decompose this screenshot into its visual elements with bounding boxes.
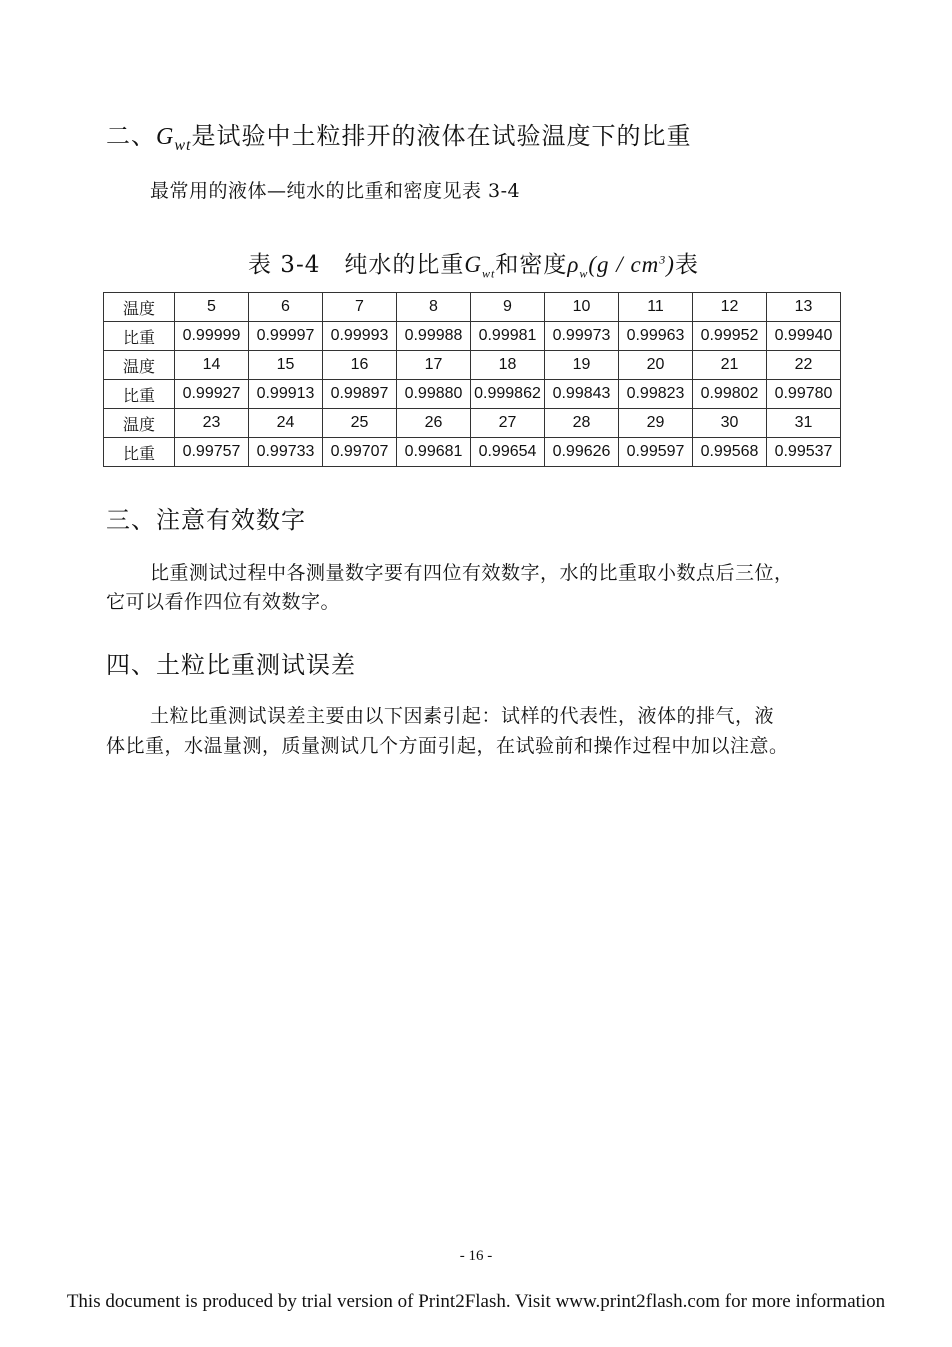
table-cell: 29 (619, 409, 693, 438)
gwt-subscript: wt (174, 136, 192, 154)
table-cell: 0.99952 (693, 322, 767, 351)
section-4-line-2: 体比重，水温量测，质量测试几个方面引起，在试验前和操作过程中加以注意。 (106, 735, 789, 757)
caption-unit-open: (g / cm (588, 252, 660, 277)
table-row (104, 409, 841, 438)
table-row (104, 380, 841, 409)
table-cell: 13 (767, 293, 841, 322)
section-3-line-1: 比重测试过程中各测量数字要有四位有效数字，水的比重取小数点后三位， (150, 562, 794, 584)
caption-g-letter: G (464, 252, 482, 277)
table-cell: 0.99897 (323, 380, 397, 409)
table-cell: 0.99757 (175, 438, 249, 467)
table-cell: 19 (545, 351, 619, 380)
section-2-title-rest: 是试验中土粒排开的液体在试验温度下的比重 (191, 122, 692, 150)
table-cell: 17 (397, 351, 471, 380)
caption-label: 表 3-4 纯水的比重 (248, 252, 465, 278)
table-row (104, 322, 841, 351)
table-cell: 11 (619, 293, 693, 322)
row-header: 温度 (104, 409, 175, 438)
gwt-symbol (156, 124, 192, 154)
table-cell: 25 (323, 409, 397, 438)
table-body (104, 293, 841, 467)
table-cell: 0.99568 (693, 438, 767, 467)
table-caption (248, 246, 699, 282)
section-2-paragraph: 最常用的液体—纯水的比重和密度见表 3-4 (150, 180, 521, 202)
table-cell: 28 (545, 409, 619, 438)
table-cell: 16 (323, 351, 397, 380)
caption-unit-sup: 3 (659, 252, 667, 267)
table-cell: 10 (545, 293, 619, 322)
table-cell: 0.99973 (545, 322, 619, 351)
table-cell: 24 (249, 409, 323, 438)
table-cell: 0.99780 (767, 380, 841, 409)
table-cell: 26 (397, 409, 471, 438)
section-4-heading: 四、土粒比重测试误差 (106, 651, 356, 679)
table-cell: 0.99626 (545, 438, 619, 467)
table-cell: 15 (249, 351, 323, 380)
section-4-line-1: 土粒比重测试误差主要由以下因素引起：试样的代表性，液体的排气，液 (150, 705, 775, 727)
table-cell: 0.99940 (767, 322, 841, 351)
table-cell: 0.99597 (619, 438, 693, 467)
table-cell: 0.99802 (693, 380, 767, 409)
gwt-letter: G (156, 124, 175, 150)
table-row (104, 351, 841, 380)
table-cell: 0.99981 (471, 322, 545, 351)
table-cell: 0.99880 (397, 380, 471, 409)
water-density-table (103, 292, 841, 467)
trial-footer: This document is produced by trial version of Print2Flash. Visit www.print2flash.com for more information (66, 1291, 886, 1312)
section-2-prefix: 二、 (106, 122, 156, 150)
caption-rho-letter: ρ (567, 252, 580, 277)
row-header: 比重 (104, 380, 175, 409)
table-cell: 0.99843 (545, 380, 619, 409)
table-cell: 21 (693, 351, 767, 380)
table-cell: 0.99681 (397, 438, 471, 467)
table-cell: 0.99823 (619, 380, 693, 409)
section-3-heading: 三、注意有效数字 (106, 506, 306, 534)
table-cell: 0.99733 (249, 438, 323, 467)
table-cell: 0.99913 (249, 380, 323, 409)
row-header: 温度 (104, 293, 175, 322)
section-3-line-2: 它可以看作四位有效数字。 (106, 591, 341, 613)
caption-g-subscript: wt (481, 266, 496, 281)
caption-unit (588, 252, 675, 277)
caption-unit-close: ) (666, 252, 675, 277)
caption-rho-subscript: w (579, 266, 589, 281)
table-cell: 0.99999 (175, 322, 249, 351)
table-cell: 0.99707 (323, 438, 397, 467)
table-cell: 27 (471, 409, 545, 438)
row-header: 温度 (104, 351, 175, 380)
page-number: - 16 - (459, 1248, 493, 1264)
row-header: 比重 (104, 322, 175, 351)
table-row (104, 293, 841, 322)
table-cell: 9 (471, 293, 545, 322)
table-cell: 7 (323, 293, 397, 322)
table-cell: 12 (693, 293, 767, 322)
table-row (104, 438, 841, 467)
table-cell: 8 (397, 293, 471, 322)
table-cell: 6 (249, 293, 323, 322)
caption-g-symbol (464, 252, 496, 281)
table-cell: 0.99988 (397, 322, 471, 351)
table-cell: 0.99963 (619, 322, 693, 351)
caption-rho-symbol (567, 252, 589, 281)
table-cell: 20 (619, 351, 693, 380)
caption-middle: 和密度 (495, 252, 568, 278)
section-2-heading (106, 116, 691, 155)
table-cell: 0.99993 (323, 322, 397, 351)
table-cell: 0.999862 (471, 380, 545, 409)
row-header: 比重 (104, 438, 175, 467)
table-cell: 14 (175, 351, 249, 380)
table-cell: 23 (175, 409, 249, 438)
table-cell: 31 (767, 409, 841, 438)
table-cell: 5 (175, 293, 249, 322)
table-cell: 30 (693, 409, 767, 438)
caption-tail: 表 (674, 252, 699, 278)
table-cell: 0.99997 (249, 322, 323, 351)
table-cell: 22 (767, 351, 841, 380)
table-cell: 18 (471, 351, 545, 380)
table-cell: 0.99654 (471, 438, 545, 467)
table-cell: 0.99537 (767, 438, 841, 467)
table-cell: 0.99927 (175, 380, 249, 409)
